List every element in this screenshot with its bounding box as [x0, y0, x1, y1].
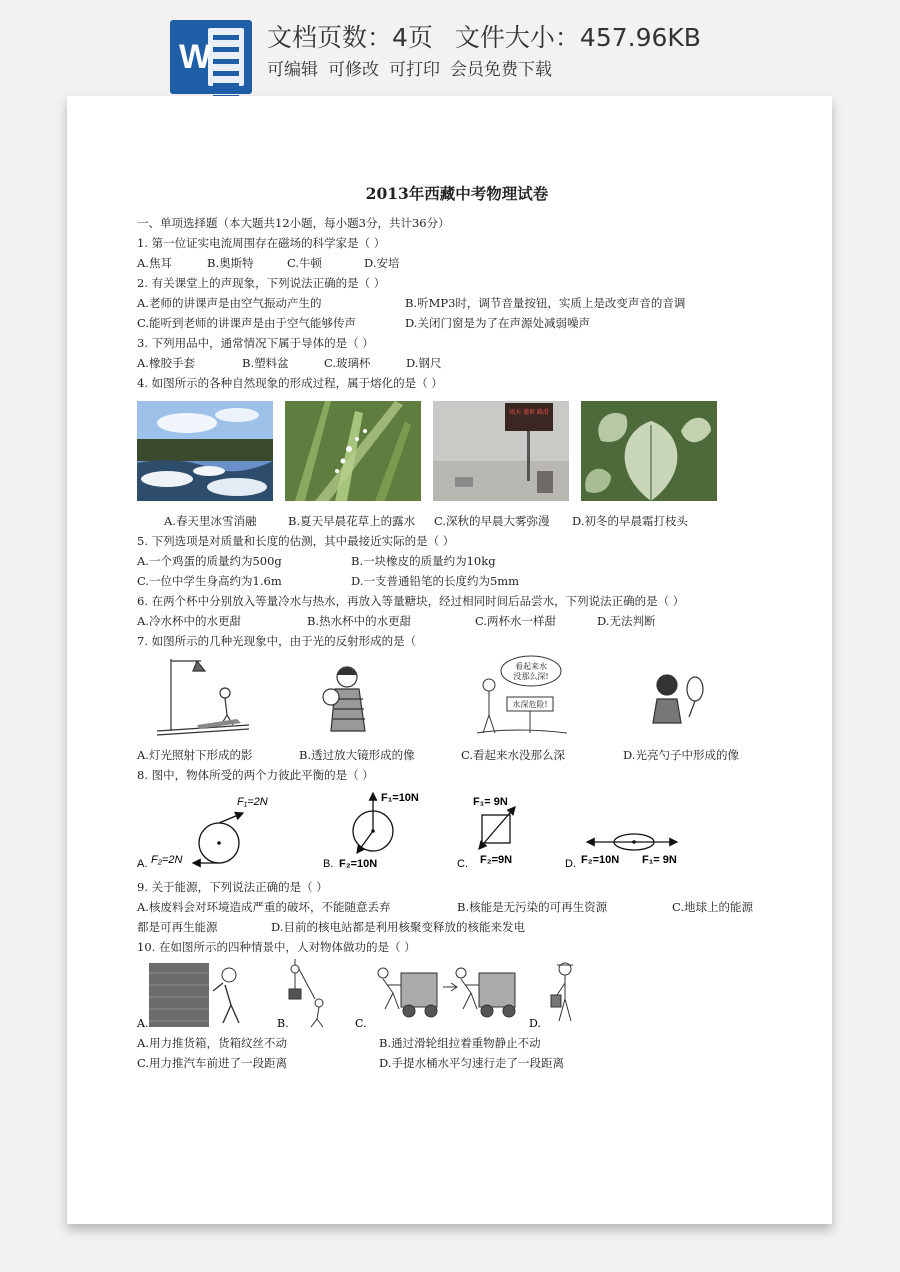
- option-c-continued: 都是可再生能源: [137, 920, 218, 934]
- option-b: B.热水杯中的水更甜: [307, 614, 412, 628]
- banner-features: [267, 55, 562, 80]
- question-8-figures: [137, 787, 777, 875]
- option-a: A.灯光照射下形成的影: [137, 748, 253, 762]
- force-d-f1: F₁= 9N: [642, 854, 677, 866]
- page-count: 文档页数：4页: [267, 23, 433, 52]
- feature-editable: 可编辑: [267, 60, 318, 80]
- option-a: A.冷水杯中的水更甜: [137, 614, 241, 628]
- question-7-figures: [137, 653, 777, 743]
- speech-bubble-line1: 看起来水: [515, 662, 547, 671]
- option-c: C.地球上的能源: [672, 900, 754, 914]
- question-10-options-row2: [137, 1053, 777, 1073]
- speech-bubble-line2: 没那么深!: [513, 672, 549, 681]
- option-a: A.核废料会对环境造成严重的破坏，不能随意丢弃: [137, 900, 391, 914]
- option-b: B.透过放大镜形成的像: [299, 748, 415, 762]
- question-5-stem: 5. 下列选项是对质量和长度的估测，其中最接近实际的是（ ）: [137, 534, 455, 548]
- push-box-drawing: [149, 963, 239, 1027]
- question-5-options-row2: [137, 571, 777, 591]
- option-b: B.夏天早晨花草上的露水: [288, 514, 416, 528]
- force-b-f2: F₂=10N: [339, 858, 378, 870]
- option-c: C.一位中学生身高约为1.6m: [137, 574, 282, 588]
- force-a-f2: F₂=2N: [151, 854, 183, 866]
- option-d: D.关闭门窗是为了在声源处减弱噪声: [405, 316, 590, 330]
- page-title: 2013年西藏中考物理试卷: [365, 184, 549, 203]
- option-b: B.听MP3时，调节音量按钮，实质上是改变声音的音调: [405, 296, 686, 310]
- force-c-f2: F₂=9N: [480, 854, 513, 866]
- option-b: B.通过滑轮组拉着重物静止不动: [379, 1036, 541, 1050]
- question-4-photos: [137, 401, 777, 503]
- option-a: A.春天里冰雪消融: [164, 514, 257, 528]
- option-d: D.无法判断: [597, 614, 656, 628]
- light-phenomena-drawings: [137, 653, 777, 743]
- force-d-f2: F₂=10N: [581, 854, 620, 866]
- section-heading: 一、单项选择题（本大题共12小题，每小题3分，共计36分）: [137, 216, 450, 230]
- option-b: B.塑料盆: [242, 356, 289, 370]
- option-b: B.奥斯特: [207, 256, 254, 270]
- feature-modifiable: 可修改: [328, 60, 379, 80]
- figure-c-label: C.: [355, 1017, 367, 1030]
- figure-c-label: C.: [457, 858, 468, 870]
- force-diagram-b: [339, 792, 419, 870]
- question-7-options: [137, 745, 777, 765]
- option-a: A.橡胶手套: [137, 356, 195, 370]
- question-10-options-row1: [137, 1033, 777, 1053]
- figure-b-label: B.: [323, 858, 334, 870]
- question-2-options-row2: [137, 313, 777, 333]
- question-2-options-row1: [137, 293, 777, 313]
- question-4-stem: 4. 如图所示的各种自然现象的形成过程，属于熔化的是（ ）: [137, 376, 443, 390]
- option-c: C.牛顿: [287, 256, 323, 270]
- question-9-stem: 9. 关于能源，下列说法正确的是（ ）: [137, 880, 328, 894]
- question-1-stem: 1. 第一位证实电流周围存在磁场的科学家是（ ）: [137, 236, 386, 250]
- question-1-options: [137, 253, 777, 273]
- exam-content: [137, 182, 777, 1073]
- option-d: D.初冬的早晨霜打枝头: [572, 514, 688, 528]
- option-c: C.用力推汽车前进了一段距离: [137, 1056, 288, 1070]
- option-d: D.目前的核电站都是利用核聚变释放的核能来发电: [271, 920, 525, 934]
- question-5-options-row1: [137, 551, 777, 571]
- force-a-f1: F₁=2N: [237, 796, 268, 808]
- force-diagram-a: [151, 796, 268, 866]
- option-a: A.一个鸡蛋的质量约为500g: [137, 554, 282, 568]
- banner-title: [267, 18, 723, 54]
- force-diagrams: [137, 787, 777, 875]
- feature-member-download: 会员免费下载: [450, 60, 552, 80]
- photo-dew-on-grass: [285, 401, 421, 501]
- option-c: C.深秋的早晨大雾弥漫: [434, 514, 550, 528]
- option-d: D.一支普通铅笔的长度约为5mm: [351, 574, 520, 588]
- option-b: B.一块橡皮的质量约为10kg: [351, 554, 496, 568]
- question-6-options: [137, 611, 777, 631]
- question-9-options-row2: [137, 917, 777, 937]
- push-car-drawing: [378, 968, 515, 1017]
- pulley-drawing: [289, 959, 323, 1027]
- force-b-f1: F₁=10N: [381, 792, 419, 804]
- option-d: D.光亮勺子中形成的像: [623, 748, 739, 762]
- question-8-stem: 8. 图中，物体所受的两个力彼此平衡的是（ ）: [137, 768, 374, 782]
- question-3-options: [137, 353, 777, 373]
- figure-b-label: B.: [277, 1017, 289, 1030]
- force-c-f1: F₁= 9N: [473, 796, 508, 808]
- magnifier-drawing: [323, 667, 365, 731]
- photo-autumn-fog: [433, 401, 569, 501]
- figure-a-label: A.: [137, 1017, 149, 1030]
- question-3-stem: 3. 下列用品中，通常情况下属于导体的是（ ）: [137, 336, 374, 350]
- question-4-options: [137, 511, 777, 531]
- lamp-shadow-drawing: [157, 659, 249, 735]
- option-a: A.用力推货箱，货箱纹丝不动: [137, 1036, 287, 1050]
- fog-sign-text: 雨天 谨慎 路滑: [509, 409, 549, 416]
- figure-a-label: A.: [137, 858, 148, 870]
- question-10-stem: 10. 在如图所示的四种情景中，人对物体做功的是（ ）: [137, 940, 416, 954]
- option-d: D.手提水桶水平匀速行走了一段距离: [379, 1056, 564, 1070]
- option-c: C.能听到老师的讲课声是由于空气能够传声: [137, 316, 357, 330]
- force-diagram-c: [473, 796, 515, 866]
- document-page: [67, 96, 832, 1224]
- question-2-stem: 2. 有关课堂上的声现象，下列说法正确的是（ ）: [137, 276, 386, 290]
- spoon-reflection-drawing: [653, 675, 703, 723]
- option-d: D.钢尺: [406, 356, 442, 370]
- word-document-icon: W: [170, 20, 252, 94]
- feature-printable: 可打印: [389, 60, 440, 80]
- option-a: A.焦耳: [137, 256, 172, 270]
- question-7-stem: 7. 如图所示的几种光现象中，由于光的反射形成的是（: [137, 634, 417, 648]
- photo-melting-snow: [137, 401, 273, 501]
- photo-frost-leaves: [581, 401, 717, 501]
- option-a: A.老师的讲课声是由空气振动产生的: [137, 296, 322, 310]
- figure-d-label: D.: [529, 1017, 541, 1030]
- option-c: C.两杯水一样甜: [475, 614, 557, 628]
- option-d: D.安培: [364, 256, 400, 270]
- question-10-figures: [137, 959, 777, 1031]
- option-c: C.看起来水没那么深: [461, 748, 566, 762]
- question-9-options-row1: [137, 897, 777, 917]
- danger-sign: 水深危险!: [512, 700, 548, 709]
- force-diagram-d: [581, 834, 677, 866]
- question-6-stem: 6. 在两个杯中分别放入等量冷水与热水，再放入等量糖块，经过相同时间后品尝水，下列说法正确的是（ ）: [137, 594, 685, 608]
- carry-bucket-drawing: [551, 963, 573, 1021]
- file-size: 文件大小：457.96KB: [454, 23, 701, 52]
- document-banner: [0, 0, 900, 96]
- option-b: B.核能是无污染的可再生资源: [457, 900, 608, 914]
- option-c: C.玻璃杯: [324, 356, 371, 370]
- figure-d-label: D.: [565, 858, 576, 870]
- work-scene-drawings: [137, 959, 777, 1031]
- pool-warning-drawing: [477, 656, 567, 733]
